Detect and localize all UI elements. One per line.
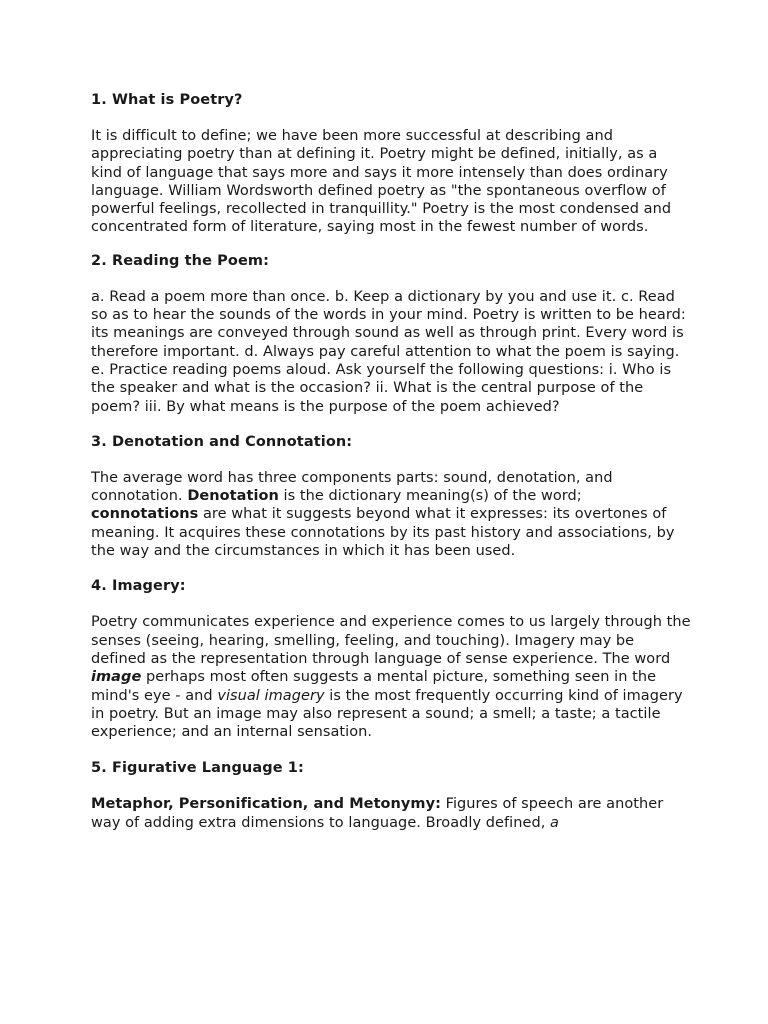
- section-paragraph-what-is-poetry: [91, 127, 691, 237]
- section-paragraph-denotation-connotation: [91, 469, 691, 560]
- text-run: a. Read a poem more than once. b. Keep a dictionary by you and use it. c. Read so as to hear the sounds of the words in your mind. Poetry is written to be heard: its meanings are conveyed through sound as well as through print. Every word is therefore important. d. Always pay careful attention to what the poem is saying. e. Practice reading poems aloud. Ask yourself the following questions: i. Who is the speaker and what is the occasion? ii. What is the central purpose of the poem? iii. By what means is the purpose of the poem achieved?: [91, 288, 686, 415]
- text-run-italic: a: [550, 814, 559, 831]
- section-heading-what-is-poetry: 1. What is Poetry?: [91, 92, 243, 108]
- term-image: image: [91, 669, 142, 686]
- section-heading-reading-the-poem: 2. Reading the Poem:: [91, 252, 269, 269]
- term-metaphor-personification-metonymy: Metaphor, Personification, and Metonymy:: [91, 796, 441, 813]
- text-run: are what it suggests beyond what it expresses: its overtones of meaning. It acquires these connotations by its past history and associations, by the way and the circumstances in which it has been used.: [91, 506, 675, 560]
- text-run: perhaps most often suggests a mental picture, something seen in the mind's eye - and: [91, 669, 657, 704]
- text-run: It is difficult to define; we have been more successful at describing and appreciating poetry than at defining it. Poetry might be defined, initially, as a kind of language that says more and says it more intensely than does ordinary language. William Wordsworth defined poetry as "the spontaneous overflow of powerful feelings, recollected in tranquillity." Poetry is the most condensed and concentrated form of literature, saying most in the fewest number of words.: [91, 128, 672, 236]
- text-run: Figures of speech are another way of adding extra dimensions to language. Broadly defined,: [91, 796, 664, 831]
- section-heading-denotation-connotation: 3. Denotation and Connotation:: [91, 433, 353, 450]
- text-run: The average word has three components parts: sound, denotation, and connotation.: [91, 469, 613, 505]
- text-run: is the most frequently occurring kind of imagery in poetry. But an image may also represent a sound; a smell; a taste; a tactile experience; and an internal sensation.: [91, 687, 683, 741]
- term-connotations: connotations: [91, 506, 199, 523]
- term-denotation: Denotation: [187, 488, 279, 505]
- section-paragraph-figurative-language: [91, 795, 691, 832]
- section-heading-figurative-language: 5. Figurative Language 1:: [91, 760, 304, 777]
- text-run: is the dictionary meaning(s) of the word;: [278, 488, 582, 505]
- section-paragraph-reading-the-poem: [91, 288, 691, 416]
- document-page: [91, 90, 691, 832]
- term-visual-imagery: visual imagery: [217, 687, 325, 704]
- text-run: Poetry communicates experience and experience comes to us largely through the senses (seeing, hearing, smelling, feeling, and touching). Imagery may be defined as the representation through language of sense experience. The word: [91, 614, 691, 667]
- section-paragraph-imagery: [91, 613, 691, 741]
- section-heading-imagery: 4. Imagery:: [91, 578, 186, 595]
